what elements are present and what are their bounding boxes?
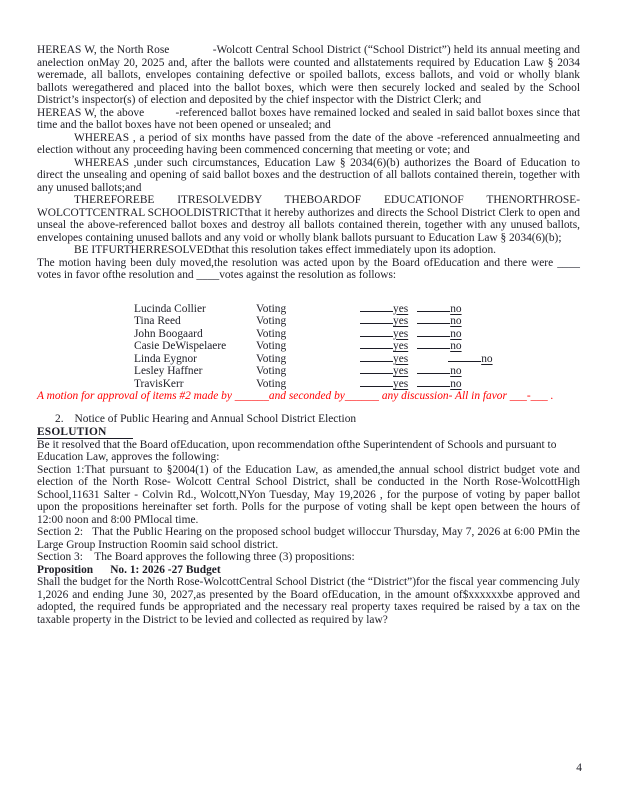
yes-blank-line: [360, 364, 393, 374]
voting-label: Voting: [256, 378, 287, 391]
no-field: [417, 339, 461, 353]
vote-row: [134, 377, 580, 390]
board-member-name: Lesley Haffner: [134, 365, 203, 378]
resolution-heading: [37, 426, 580, 439]
no-blank-line: [417, 314, 450, 324]
no-field: [417, 327, 461, 341]
no-blank-line: [417, 364, 450, 374]
further-resolved-clause: BE ITFURTHERRESOLVEDthat this resolution takes effect immediately upon its adoption.: [74, 244, 496, 256]
yes-blank-line: [360, 339, 393, 349]
yes-field: [360, 364, 408, 378]
no-field: [417, 377, 461, 391]
yes-blank-line: [360, 352, 393, 362]
agenda-item-title: Notice of Public Hearing and Annual School District Election: [74, 413, 357, 426]
no-blank-line: [448, 352, 481, 362]
yes-field: [360, 314, 408, 328]
yes-word: yes: [393, 315, 409, 328]
no-field: [417, 302, 461, 316]
proposition-1-heading: Proposition No. 1: 2026 -27 Budget: [37, 563, 221, 576]
proposition-1-body: Shall the budget for the North Rose-WolcottCentral School District (the “District”)for the fiscal year commencing July 1,2026 and ending June 30, 2027,as presented by the Board ofEducation, in the amount of$xxxxxxbe approved and adopted, the required funds be appropriated and the necessary real property taxes required be raised by a tax on the taxable property in the District to be levied and collected as required by law?: [37, 576, 580, 626]
vote-row: [134, 302, 580, 315]
vote-row: [134, 352, 580, 365]
yes-field: [360, 327, 408, 341]
yes-word: yes: [393, 378, 409, 391]
whereas-clause-2: HEREAS W, the above -referenced ballot boxes have remained locked and sealed in said ballot boxes since that time and the ballot boxes have not been opened or unsealed; and: [37, 106, 580, 131]
board-member-name: John Boogaard: [134, 327, 203, 340]
be-it-resolved-paragraph: Be it resolved that the Board ofEducation, upon recommendation ofthe Superintendent of Schools and pursuant to Education Law, approves the following:: [37, 438, 557, 464]
board-member-name: Tina Reed: [134, 315, 181, 328]
no-blank-line: [417, 377, 450, 387]
voting-label: Voting: [256, 327, 287, 340]
yes-field: [360, 339, 408, 353]
vote-table: [37, 302, 580, 390]
vote-row: [134, 327, 580, 340]
yes-field: [360, 352, 408, 366]
board-member-name: Lucinda Collier: [134, 302, 206, 315]
board-member-name: TravisKerr: [134, 378, 184, 391]
agenda-item-number: 2.: [55, 413, 64, 426]
page-number: 4: [576, 762, 582, 774]
no-word: no: [450, 315, 462, 328]
motion-intro-paragraph: The motion having been duly moved,the resolution was acted upon by the Board ofEducation and there were ____ votes in favor ofthe resolution and ____votes against the resolution as follows:: [37, 256, 580, 281]
yes-word: yes: [393, 352, 409, 365]
resolution-label: ESOLUTION: [37, 426, 133, 439]
board-member-name: Linda Eygnor: [134, 352, 197, 365]
no-blank-line: [417, 327, 450, 337]
vote-row: [134, 364, 580, 377]
voting-label: Voting: [256, 365, 287, 378]
voting-label: Voting: [256, 340, 287, 353]
section-3-paragraph: Section 3: The Board approves the following three (3) propositions:: [37, 551, 355, 564]
no-field: [417, 364, 461, 378]
no-word: no: [450, 378, 462, 391]
yes-blank-line: [360, 327, 393, 337]
whereas-clause-3: WHEREAS , a period of six months have passed from the date of the above -referenced annualmeeting and election without any proceeding having been commenced concerning that meeting or vote; and: [37, 131, 580, 156]
yes-word: yes: [393, 327, 409, 340]
no-field: [448, 352, 492, 366]
vote-row: [134, 339, 580, 352]
no-blank-line: [417, 302, 450, 312]
motion-approval-note: A motion for approval of items #2 made by ______and seconded by______ any discussion- All in favor ___-___ .: [37, 389, 554, 402]
yes-blank-line: [360, 314, 393, 324]
no-blank-line: [417, 339, 450, 349]
no-word: no: [450, 340, 462, 353]
section-1-paragraph: Section 1:That pursuant to §2004(1) of the Education Law, as amended,the annual school district budget vote and election of the North Rose- Wolcott Central School District, shall be conducted in the North Rose-WolcottHigh School,11631 Salter - Colvin Rd., Wolcott,NYon Tuesday, May 19,2026 , for the purpose of voting by paper ballot upon the propositions hereinafter set forth. Polls for the purpose of voting shall be kept open between the hours of 12:00 noon and 8:00 PMlocal time.: [37, 463, 580, 526]
voting-label: Voting: [256, 352, 287, 365]
no-field: [417, 314, 461, 328]
no-word: no: [450, 327, 462, 340]
no-word: no: [450, 302, 462, 315]
yes-word: yes: [393, 365, 409, 378]
voting-label: Voting: [256, 302, 287, 315]
yes-word: yes: [393, 340, 409, 353]
therefore-resolved-clause: THEREFOREBE ITRESOLVEDBY THEBOARDOF EDUCATIONOF THENORTHROSE-WOLCOTTCENTRAL SCHOOLDISTRICTthat it hereby authorizes and directs the School District Clerk to open and unseal the above-referenced ballot boxes and destroy all ballots contained therein, together with any unused ballots, envelopes containing unused ballots and any void or wholly blank ballots pursuant to Education Law § 2034(6)(b);: [37, 194, 580, 244]
yes-blank-line: [360, 377, 393, 387]
no-word: no: [481, 352, 493, 365]
vote-row: [134, 314, 580, 327]
whereas-clause-1: HEREAS W, the North Rose -Wolcott Central School District (“School District”) held its annual meeting and anelection onMay 20, 2025 and, after the ballots were counted and allstatements required by Education Law § 2034 weremade, all ballots, envelopes containing defective or spoiled ballots, excess ballots, and void or wholly blank ballots weregathered and placed into the ballot boxes, which were then securely locked and sealed by the School District’s inspector(s) of election and deposited by the chief inspector with the District Clerk; and: [37, 44, 580, 106]
yes-word: yes: [393, 302, 409, 315]
yes-field: [360, 377, 408, 391]
voting-label: Voting: [256, 315, 287, 328]
board-member-name: Casie DeWispelaere: [134, 340, 227, 353]
section-2-paragraph: Section 2: That the Public Hearing on the proposed school budget willoccur Thursday, May 7, 2026 at 6:00 PMin the Large Group Instruction Roomin said school district.: [37, 526, 580, 551]
yes-field: [360, 302, 408, 316]
whereas-clause-4: WHEREAS ,under such circumstances, Education Law § 2034(6)(b) authorizes the Board of Education to direct the unsealing and opening of said ballot boxes and the destruction of all ballots contained therein, together with any unused ballots;and: [37, 156, 580, 194]
yes-blank-line: [360, 302, 393, 312]
no-word: no: [450, 365, 462, 378]
agenda-item-2: [55, 413, 580, 426]
